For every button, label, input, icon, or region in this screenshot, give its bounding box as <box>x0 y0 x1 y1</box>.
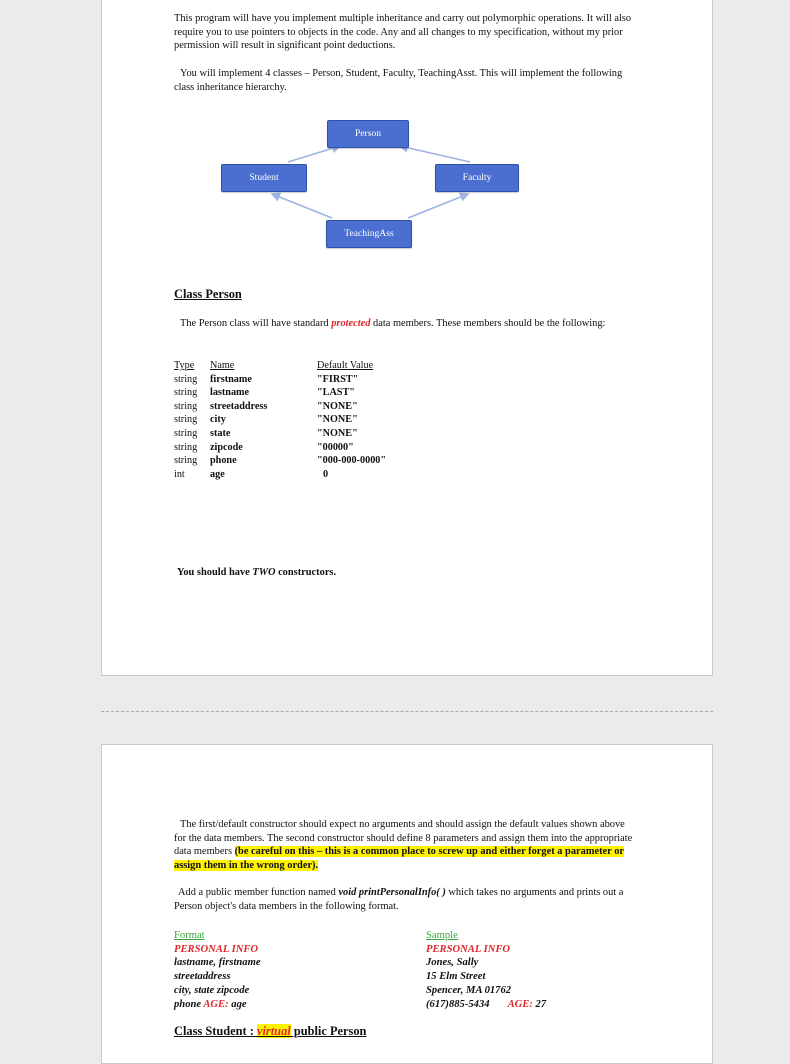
node-person: Person <box>327 120 409 148</box>
person-description: The Person class will have standard protected data members. These members should be the following: <box>180 318 606 329</box>
header-type: Type <box>174 360 195 371</box>
sample-line-name: Jones, Sally <box>426 957 479 969</box>
class-person-heading: Class Person <box>174 287 242 301</box>
constructor-warning-highlight: (be careful on this – this is a common place to screw up and either forget a parameter or assign them in the wrong order). <box>174 846 624 871</box>
format-block <box>174 929 261 1011</box>
node-student: Student <box>221 164 307 192</box>
two-emphasis: TWO <box>252 567 276 578</box>
page-break-divider <box>101 711 713 712</box>
format-line-street: streetaddress <box>174 971 231 983</box>
header-name: Name <box>210 360 235 371</box>
format-title: Format <box>174 930 205 941</box>
table-header <box>174 359 386 373</box>
format-line-phone: phone AGE: age <box>174 998 247 1010</box>
edge-ta-faculty <box>408 194 468 218</box>
sample-line-city: Spencer, MA 01762 <box>426 984 512 996</box>
virtual-keyword: virtual <box>256 1024 291 1038</box>
node-faculty: Faculty <box>435 164 519 192</box>
table-row: string lastname "LAST" <box>174 387 355 399</box>
edge-ta-student <box>272 194 332 218</box>
table-row: string phone "000-000-0000" <box>174 455 387 467</box>
table-row: string firstname "FIRST" <box>174 373 359 385</box>
constructor-description: The first/default constructor should expect no arguments and should assign the default values shown above for the data members. The second constructor should define 8 parameters and assign them into the appropriate data members (be careful on this – this is a common place to screw up and either forget a parameter or assign them in the wrong order). <box>174 819 633 871</box>
table-row: string state "NONE" <box>174 427 358 439</box>
data-members-table <box>174 359 386 481</box>
table-row: string zipcode "00000" <box>174 441 354 453</box>
sample-line-phone: (617)885-5434 AGE: 27 <box>426 998 547 1010</box>
header-default: Default Value <box>317 360 374 371</box>
class-student-heading: Class Student : virtual public Person <box>174 1024 367 1038</box>
sample-title: Sample <box>426 930 458 941</box>
node-teaching-ass: TeachingAss <box>326 220 412 248</box>
format-line-city: city, state zipcode <box>174 984 250 996</box>
sample-header: PERSONAL INFO <box>426 943 511 955</box>
classes-intro-paragraph: You will implement 4 classes – Person, Student, Faculty, TeachingAsst. This will implement the following class inheritance hierarchy. <box>174 68 623 93</box>
table-row: int age 0 <box>174 468 329 480</box>
sample-line-street: 15 Elm Street <box>426 971 486 983</box>
print-function-description: Add a public member function named void printPersonalInfo( ) which takes no arguments and prints out a Person object's data members in the following format. <box>174 887 624 912</box>
edge-student-person <box>288 146 340 162</box>
table-row: string streetaddress "NONE" <box>174 400 358 412</box>
intro-paragraph: This program will have you implement multiple inheritance and carry out polymorphic operations. It will also require you to use pointers to objects in the code. Any and all changes to my specification, without my prior permission will result in significant point deductions. <box>174 13 632 52</box>
format-line-name: lastname, firstname <box>174 957 261 969</box>
format-header: PERSONAL INFO <box>174 943 259 955</box>
protected-keyword: protected <box>331 318 371 329</box>
inheritance-diagram <box>218 116 522 252</box>
edge-faculty-person <box>400 146 470 162</box>
table-row: string city "NONE" <box>174 414 358 426</box>
sample-block <box>426 929 546 1011</box>
constructors-note: You should have TWO constructors. <box>177 567 337 578</box>
function-name: void printPersonalInfo( ) <box>338 887 446 898</box>
